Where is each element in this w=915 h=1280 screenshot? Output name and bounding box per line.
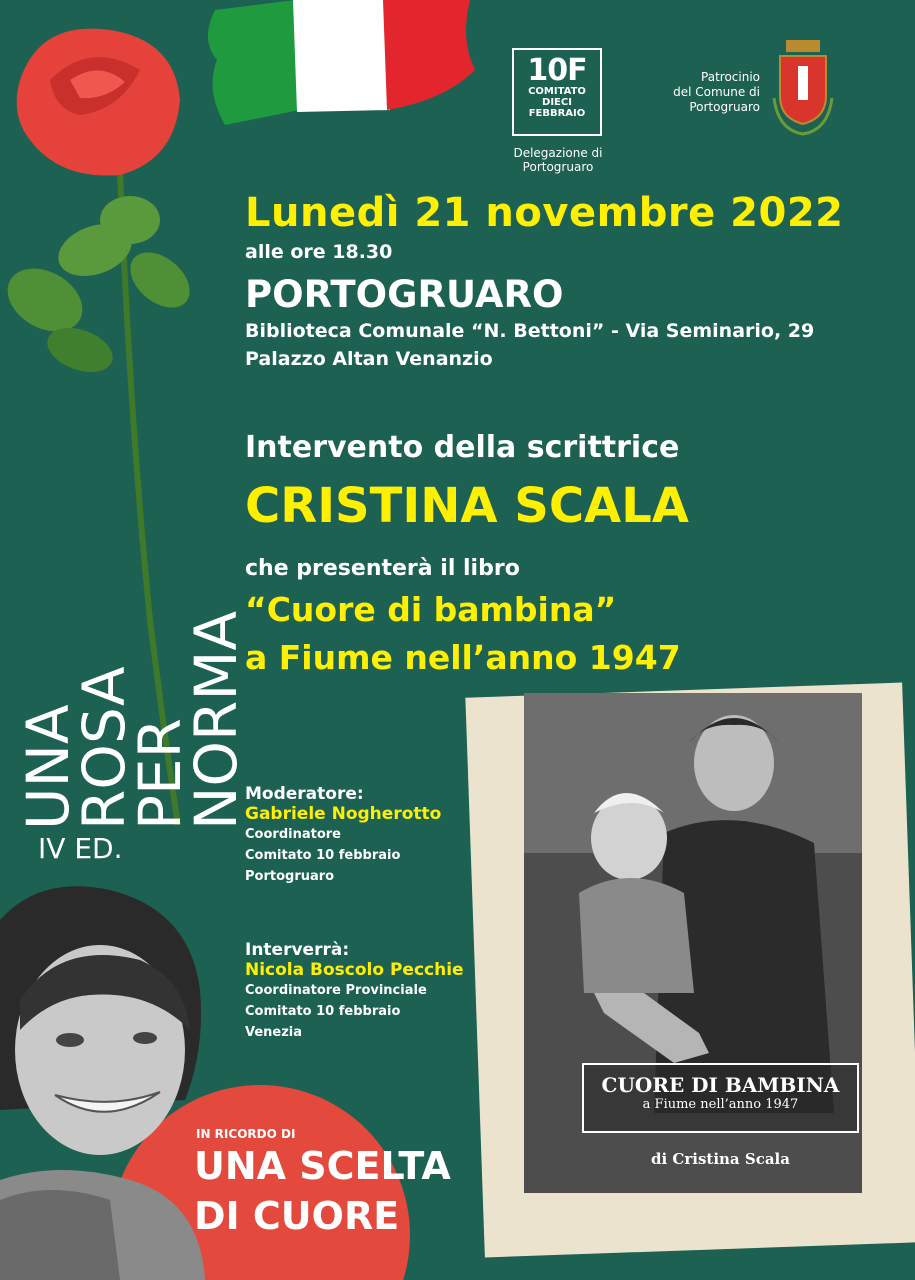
cover-title: CUORE DI BAMBINA	[601, 1073, 840, 1097]
moderator-heading: Moderatore:	[245, 784, 364, 804]
patronage-line-1: Patrocinio	[701, 70, 760, 84]
italian-flag-image	[205, 0, 475, 125]
memorial-small-label: IN RICORDO DI	[196, 1127, 296, 1141]
moderator-line-1: Coordinatore	[245, 827, 341, 842]
speaker-line-1: Coordinatore Provinciale	[245, 983, 427, 998]
moderator-section	[245, 784, 441, 887]
speaker-section	[245, 940, 464, 1043]
moderator-line-2: Comitato 10 febbraio	[245, 848, 401, 863]
memorial-line-2: DI CUORE	[194, 1194, 400, 1238]
book-title: “Cuore di bambina”	[245, 590, 617, 629]
municipal-crest-icon	[768, 38, 838, 138]
series-edition: IV ED.	[38, 832, 123, 865]
speaker-line-3: Venezia	[245, 1025, 303, 1040]
speaker-heading: Interverrà:	[245, 940, 350, 960]
book-cover-title-box	[582, 1063, 859, 1133]
event-time: alle ore 18.30	[245, 241, 393, 263]
speaker-line-2: Comitato 10 febbraio	[245, 1004, 401, 1019]
book-subtitle: a Fiume nell’anno 1947	[245, 638, 681, 677]
logo-line-1: COMITATO	[528, 86, 586, 97]
event-address-line-2: Palazzo Altan Venanzio	[245, 348, 493, 370]
logo-line-2: DIECI	[542, 97, 572, 108]
logo-number: 10F	[527, 53, 587, 88]
event-city: PORTOGRUARO	[245, 273, 564, 316]
event-address-line-1: Biblioteca Comunale “N. Bettoni” - Via Seminario, 29	[245, 320, 815, 342]
comitato-dieci-febbraio-logo	[512, 48, 602, 136]
moderator-name: Gabriele Nogherotto	[245, 804, 442, 824]
cover-byline: di Cristina Scala	[651, 1150, 790, 1168]
presents-text: che presenterà il libro	[245, 556, 520, 581]
woman-portrait-photo	[0, 880, 205, 1280]
speaker-name: Nicola Boscolo Pecchie	[245, 960, 464, 980]
patronage-line-2: del Comune di	[673, 85, 760, 99]
series-title	[14, 530, 250, 830]
author-name: CRISTINA SCALA	[245, 478, 689, 534]
memorial-line-1: UNA SCELTA	[194, 1144, 451, 1188]
cover-subtitle: a Fiume nell’anno 1947	[642, 1097, 799, 1112]
series-title-line-1: UNA ROSA	[14, 666, 138, 830]
delegation-label: Delegazione di Portogruaro	[513, 146, 603, 174]
series-title-line-2: PER NORMA	[126, 610, 250, 830]
logo-line-3: FEBBRAIO	[528, 108, 586, 119]
talk-intro: Intervento della scrittrice	[245, 430, 680, 465]
patronage-line-3: Portogruaro	[689, 100, 760, 114]
event-date: Lunedì 21 novembre 2022	[245, 190, 844, 236]
moderator-line-3: Portogruaro	[245, 869, 335, 884]
patronage-text	[650, 70, 760, 115]
